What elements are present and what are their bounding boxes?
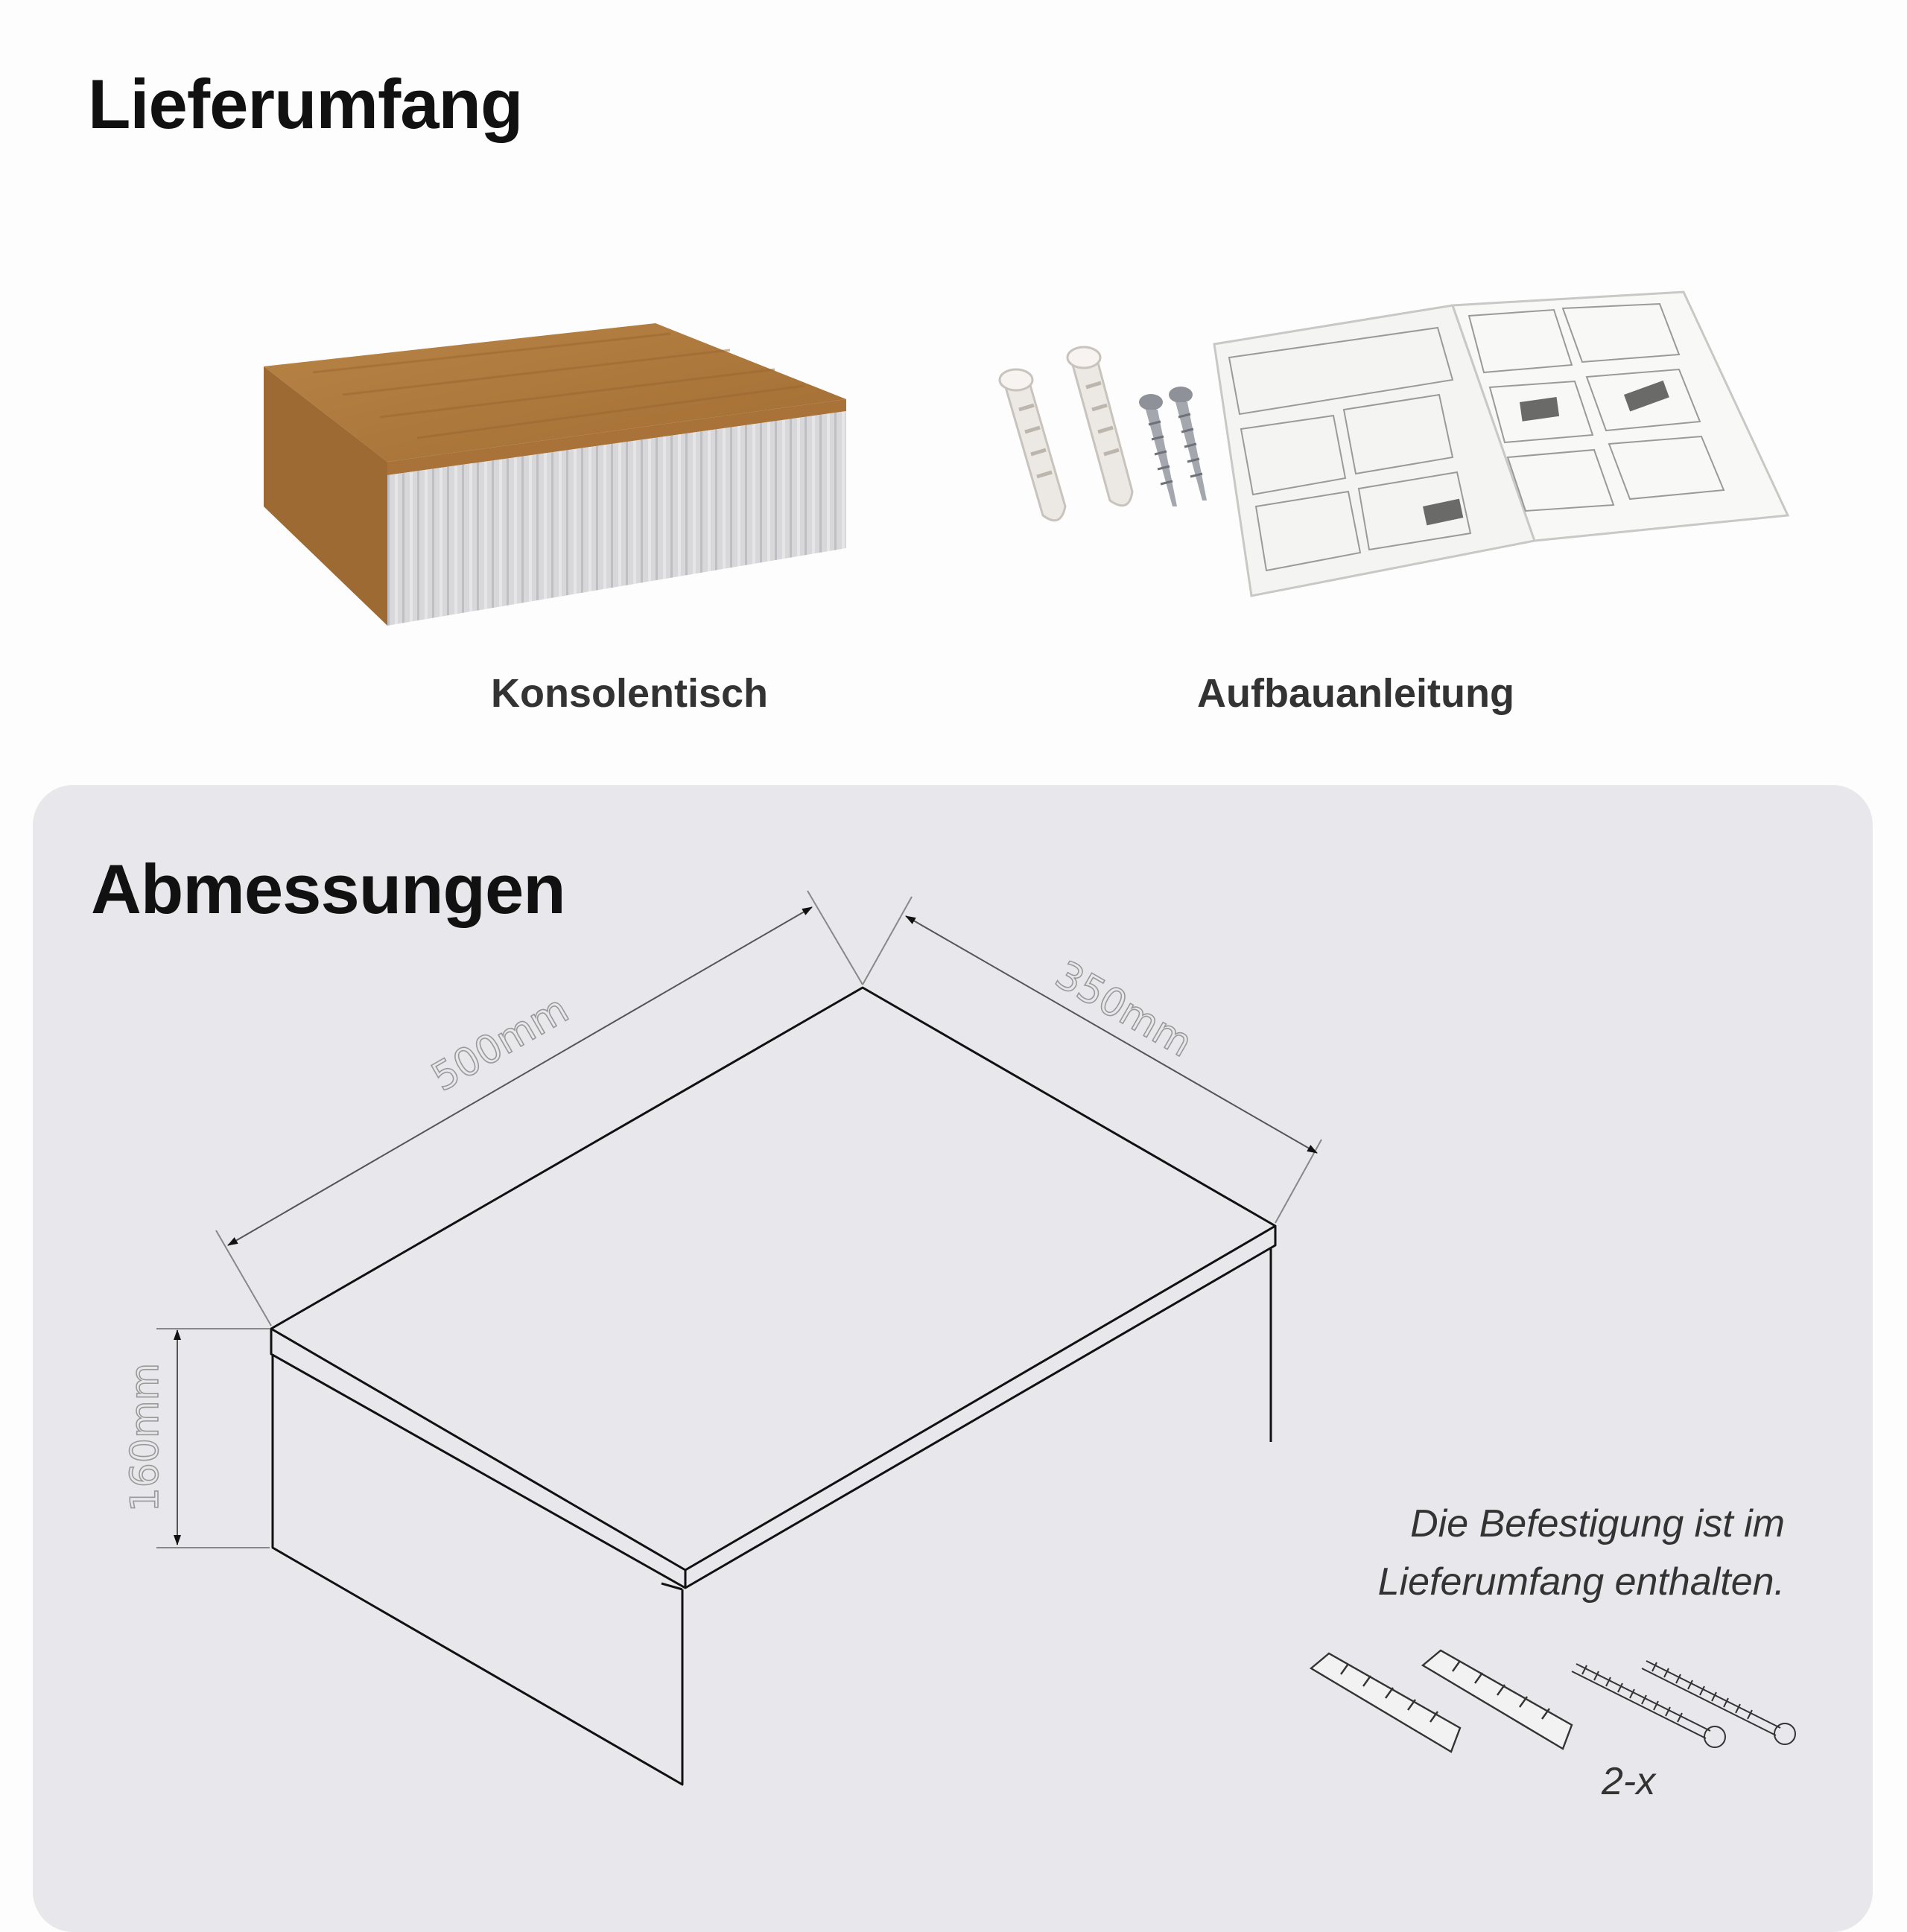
fastening-note-line1: Die Befestigung ist im: [1410, 1502, 1785, 1545]
caption-console-table: Konsolentisch: [490, 671, 769, 716]
wall-plug-icon: [1067, 347, 1132, 506]
caption-assembly-manual: Aufbauanleitung: [1197, 671, 1514, 716]
width-label: 500mm: [424, 987, 577, 1101]
section-title-dimensions: Abmessungen: [91, 850, 565, 928]
fastening-note-line2: Lieferumfang enthalten.: [1377, 1560, 1785, 1604]
extension-lines: [156, 891, 1321, 1548]
quantity-label: 2-x: [1602, 1760, 1656, 1803]
depth-dimension-line: [906, 916, 1317, 1153]
screw-icon: [1642, 1661, 1795, 1744]
console-table-image: [253, 313, 864, 641]
width-dimension-line: [228, 907, 812, 1245]
assembly-manual-image: [1207, 283, 1803, 611]
screw-icon: [1169, 387, 1207, 501]
mounting-kit-image: [983, 283, 1222, 536]
screw-icon: [1572, 1664, 1725, 1747]
depth-label: 350mm: [1047, 953, 1200, 1067]
section-title-delivery: Lieferumfang: [88, 65, 523, 143]
screw-icon: [1139, 394, 1177, 506]
box-outline: [271, 988, 1275, 1785]
fasteners-drawing: [1296, 1639, 1803, 1773]
wall-plug-icon: [1000, 369, 1065, 521]
height-label: 160mm: [123, 1362, 168, 1513]
